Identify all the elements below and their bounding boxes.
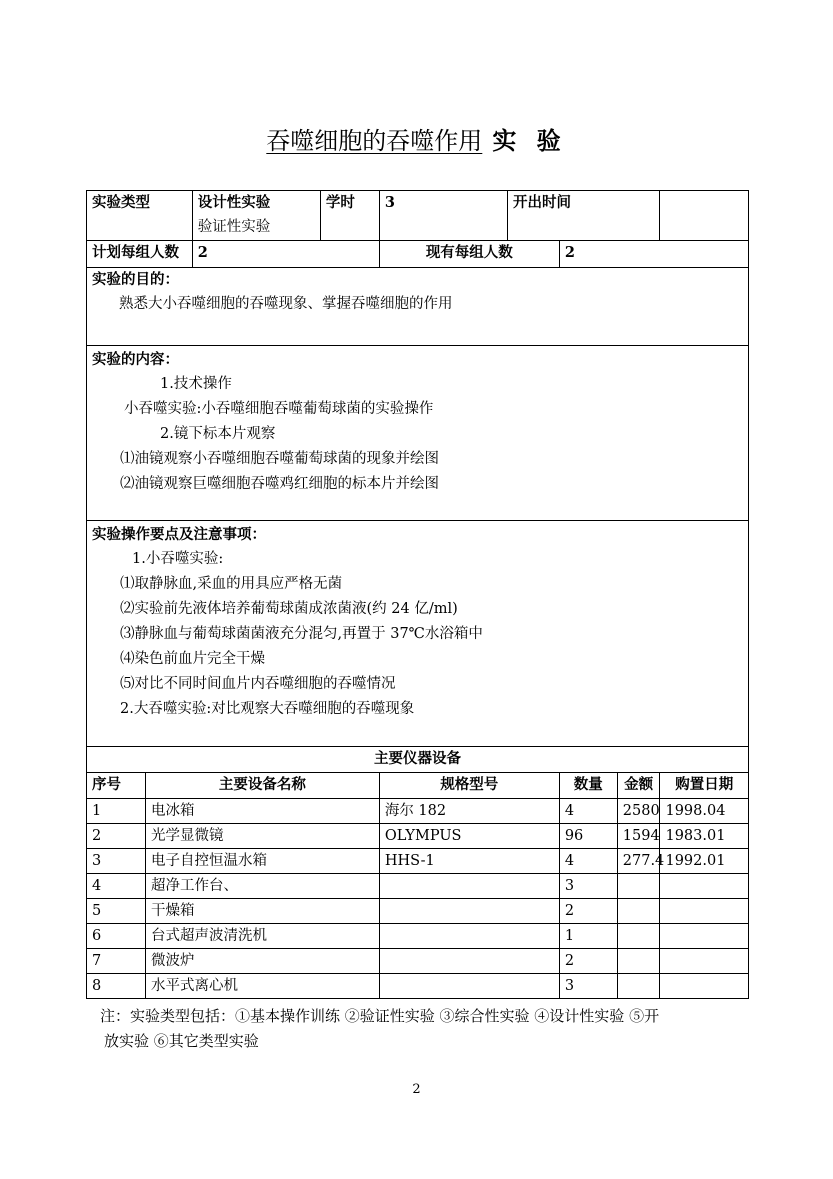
content-cell <box>87 346 749 521</box>
table-cell: 超净工作台、 <box>145 874 379 899</box>
table-cell: 3 <box>559 974 617 999</box>
points-line: ⑴取静脉血,采血的用具应严格无菌 <box>120 576 343 592</box>
table-cell: 电子自控恒温水箱 <box>145 849 379 874</box>
table-cell: 干燥箱 <box>145 899 379 924</box>
table-cell: 277.4 <box>617 849 660 874</box>
type-value-2: 验证性实验 <box>197 219 271 235</box>
title-suffix: 实 验 <box>492 126 567 155</box>
table-cell <box>660 949 749 974</box>
table-cell <box>379 874 559 899</box>
purpose-row <box>87 268 749 346</box>
table-row <box>87 824 749 849</box>
column-header: 金额 <box>617 773 660 799</box>
type-label: 实验类型 <box>87 191 193 241</box>
points-line: 2.大吞噬实验:对比观察大吞噬细胞的吞噬现象 <box>120 701 415 717</box>
points-title: 实验操作要点及注意事项： <box>92 526 266 543</box>
hours-label: 学时 <box>320 191 379 241</box>
table-cell: 台式超声波清洗机 <box>145 924 379 949</box>
table-row <box>87 974 749 999</box>
equipment-header-row <box>87 773 749 799</box>
content-line: 小吞噬实验:小吞噬细胞吞噬葡萄球菌的实验操作 <box>124 401 434 417</box>
table-cell: 96 <box>559 824 617 849</box>
table-cell: 2 <box>87 824 146 849</box>
table-cell: 4 <box>559 799 617 824</box>
table-cell: 6 <box>87 924 146 949</box>
table-cell <box>617 974 660 999</box>
table-cell: 1 <box>87 799 146 824</box>
table-cell: 3 <box>87 849 146 874</box>
table-cell <box>617 899 660 924</box>
table-cell <box>617 874 660 899</box>
type-value-1: 设计性实验 <box>197 194 271 211</box>
equipment-title-row <box>87 747 749 773</box>
points-line: ⑵实验前先液体培养葡萄球菌成浓菌液(约 24 亿/ml) <box>120 601 458 617</box>
table-cell: 1992.01 <box>660 849 749 874</box>
current-label: 现有每组人数 <box>379 241 559 268</box>
planned-value: 2 <box>192 241 379 268</box>
table-cell: 5 <box>87 899 146 924</box>
hours-value: 3 <box>379 191 507 241</box>
table-cell <box>660 899 749 924</box>
group-size-row <box>87 241 749 268</box>
footnote-line-1: 注：实验类型包括：①基本操作训练 ②验证性实验 ③综合性实验 ④设计性实验 ⑤开 <box>100 1007 660 1025</box>
table-cell: OLYMPUS <box>379 824 559 849</box>
table-cell: 电冰箱 <box>145 799 379 824</box>
points-line: ⑷染色前血片完全干燥 <box>120 651 265 667</box>
table-cell <box>660 874 749 899</box>
table-cell: 微波炉 <box>145 949 379 974</box>
current-value: 2 <box>559 241 748 268</box>
open-time-label: 开出时间 <box>507 191 660 241</box>
table-cell: 4 <box>87 874 146 899</box>
table-cell: 8 <box>87 974 146 999</box>
content-line: 2.镜下标本片观察 <box>160 426 276 442</box>
footnote <box>100 1004 749 1054</box>
footnote-line-2: 放实验 ⑥其它类型实验 <box>104 1032 259 1050</box>
table-cell <box>379 924 559 949</box>
table-cell: 7 <box>87 949 146 974</box>
content-line: 1.技术操作 <box>160 376 232 392</box>
table-cell <box>660 924 749 949</box>
table-cell: 水平式离心机 <box>145 974 379 999</box>
points-cell <box>87 521 749 747</box>
table-row <box>87 899 749 924</box>
table-cell: 2580 <box>617 799 660 824</box>
page-title <box>0 124 833 158</box>
table-cell <box>617 924 660 949</box>
column-header: 数量 <box>559 773 617 799</box>
table-cell: 2 <box>559 899 617 924</box>
points-row <box>87 521 749 747</box>
content-title: 实验的内容： <box>92 351 179 368</box>
column-header: 购置日期 <box>660 773 749 799</box>
table-cell <box>379 949 559 974</box>
type-row <box>87 191 749 241</box>
column-header: 主要设备名称 <box>145 773 379 799</box>
type-value <box>192 191 320 241</box>
table-cell: 1594 <box>617 824 660 849</box>
points-line: ⑸对比不同时间血片内吞噬细胞的吞噬情况 <box>120 676 396 692</box>
title-main: 吞噬细胞的吞噬作用 <box>266 127 483 155</box>
page-number: 2 <box>412 1082 421 1097</box>
open-time-value <box>660 191 749 241</box>
table-row <box>87 874 749 899</box>
table-cell <box>379 974 559 999</box>
purpose-cell <box>87 268 749 346</box>
content-row <box>87 346 749 521</box>
content-line: ⑴油镜观察小吞噬细胞吞噬葡萄球菌的现象并绘图 <box>120 451 439 467</box>
purpose-title: 实验的目的： <box>92 271 179 288</box>
planned-label: 计划每组人数 <box>87 241 193 268</box>
experiment-table <box>86 190 749 999</box>
table-cell: 1998.04 <box>660 799 749 824</box>
table-cell: 1 <box>559 924 617 949</box>
equipment-title: 主要仪器设备 <box>87 747 749 773</box>
points-line: ⑶静脉血与葡萄球菌菌液充分混匀,再置于 37℃水浴箱中 <box>120 626 483 642</box>
table-cell: 2 <box>559 949 617 974</box>
table-cell: 1983.01 <box>660 824 749 849</box>
column-header: 规格型号 <box>379 773 559 799</box>
table-row <box>87 849 749 874</box>
table-cell: 3 <box>559 874 617 899</box>
purpose-text: 熟悉大小吞噬细胞的吞噬现象、掌握吞噬细胞的作用 <box>119 296 453 312</box>
table-cell: 光学显微镜 <box>145 824 379 849</box>
table-cell: 4 <box>559 849 617 874</box>
table-cell: 海尔 182 <box>379 799 559 824</box>
table-row <box>87 949 749 974</box>
points-line: 1.小吞噬实验: <box>132 551 224 567</box>
table-row <box>87 924 749 949</box>
table-cell: HHS-1 <box>379 849 559 874</box>
table-cell <box>660 974 749 999</box>
content-line: ⑵油镜观察巨噬细胞吞噬鸡红细胞的标本片并绘图 <box>120 476 439 492</box>
table-row <box>87 799 749 824</box>
table-cell <box>617 949 660 974</box>
column-header: 序号 <box>87 773 146 799</box>
table-cell <box>379 899 559 924</box>
